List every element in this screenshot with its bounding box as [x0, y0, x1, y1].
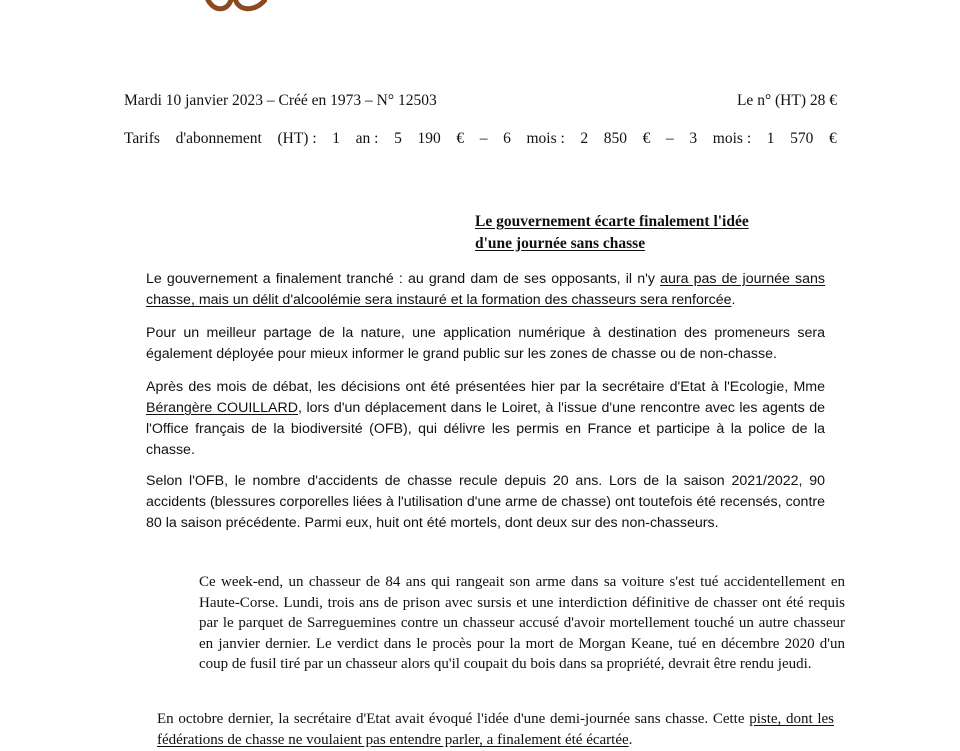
issue-line: Mardi 10 janvier 2023 – Créé en 1973 – N° 12503 [124, 92, 437, 109]
article-title-line-1: Le gouvernement écarte finalement l'idée [475, 213, 749, 230]
paragraph-6 [157, 709, 834, 751]
subscription-token: 1 [766, 130, 775, 147]
paragraph-1-end: . [731, 292, 736, 308]
paragraph-3-lead: Après des mois de débat, les décisions ont été présentées hier par la secrétaire d'Etat à l'Ecologie, Mme [146, 379, 825, 395]
subscription-token: Tarifs [124, 130, 160, 147]
subscription-token: 190 [417, 130, 441, 147]
subscription-token: 1 [332, 130, 341, 147]
paragraph-5: Ce week-end, un chasseur de 84 ans qui rangeait son arme dans sa voiture s'est tué accidentellement en Haute-Corse. Lundi, trois ans de prison avec sursis et une interdiction définitive de chasser ont été requis par le parquet de Sarreguemines contre un chasseur accusé d'avoir mortellement touché un autre chasseur en janvier dernier. Le verdict dans le procès pour la mort de Morgan Keane, tué en décembre 2020 d'un coup de fusil tiré par un chasseur alors qu'il coupait du bois dans sa propriété, devrait être rendu jeudi. [199, 574, 845, 672]
subscription-token: an : [355, 130, 379, 147]
subscription-rates [124, 129, 837, 149]
subscription-token: mois : [712, 130, 752, 147]
subscription-token: – [666, 130, 674, 147]
subscription-token: d'abonnement [175, 130, 262, 147]
subscription-token: (HT) : [277, 130, 317, 147]
subscription-token: 570 [790, 130, 814, 147]
publication-logo-fragment [205, 0, 267, 16]
paragraph-2: Pour un meilleur partage de la nature, une application numérique à destination des promeneurs sera également déployée pour mieux informer le grand public sur les zones de chasse ou de non-chasse. [146, 325, 825, 362]
subscription-token: € [456, 130, 465, 147]
paragraph-1 [146, 269, 825, 311]
subscription-token: 850 [603, 130, 628, 147]
paragraph-3 [146, 377, 825, 461]
subscription-token: mois : [526, 130, 565, 147]
paragraph-4: Selon l'OFB, le nombre d'accidents de chasse recule depuis 20 ans. Lors de la saison 2021/2022, 90 accidents (blessures corporelles liées à l'utilisation d'une arme de chasse) ont toutefois été recensés, contre 80 la saison précédente. Parmi eux, huit ont été mortels, dont deux sur des non-chasseurs. [146, 473, 825, 531]
paragraph-1-underlined: aura pas de journée sans chasse, mais un délit d'alcoolémie sera instauré et la formation des chasseurs sera renforcée [146, 271, 825, 308]
subscription-token: 6 [503, 130, 511, 147]
paragraph-6-lead: En octobre dernier, la secrétaire d'Etat avait évoqué l'idée d'une demi-journée sans chasse. Cette [157, 711, 750, 727]
subscription-token: € [642, 130, 651, 147]
article-title-line-2: d'une journée sans chasse [475, 235, 646, 252]
paragraph-3-rest: , lors d'un déplacement dans le Loiret, à l'issue d'une rencontre avec les agents de l'Office français de la biodiversité (OFB), qui délivre les permis en France et participe à la police de la chasse. [146, 400, 825, 458]
paragraph-1-lead: Le gouvernement a finalement tranché : au grand dam de ses opposants, il n'y [146, 271, 661, 287]
subscription-token: 2 [580, 130, 589, 147]
subscription-token: 5 [394, 130, 402, 147]
issue-price: Le n° (HT) 28 € [736, 92, 837, 109]
issue-header [124, 91, 837, 111]
subscription-token: – [479, 130, 488, 147]
subscription-token: € [829, 130, 837, 147]
minister-name: Bérangère COUILLARD [146, 400, 299, 416]
paragraph-6-underlined: piste, dont les fédérations de chasse ne voulaient pas entendre parler, a finalement été écartée [157, 711, 834, 748]
article-title [475, 211, 825, 255]
subscription-token: 3 [689, 130, 698, 147]
paragraph-6-end: . [628, 732, 633, 748]
